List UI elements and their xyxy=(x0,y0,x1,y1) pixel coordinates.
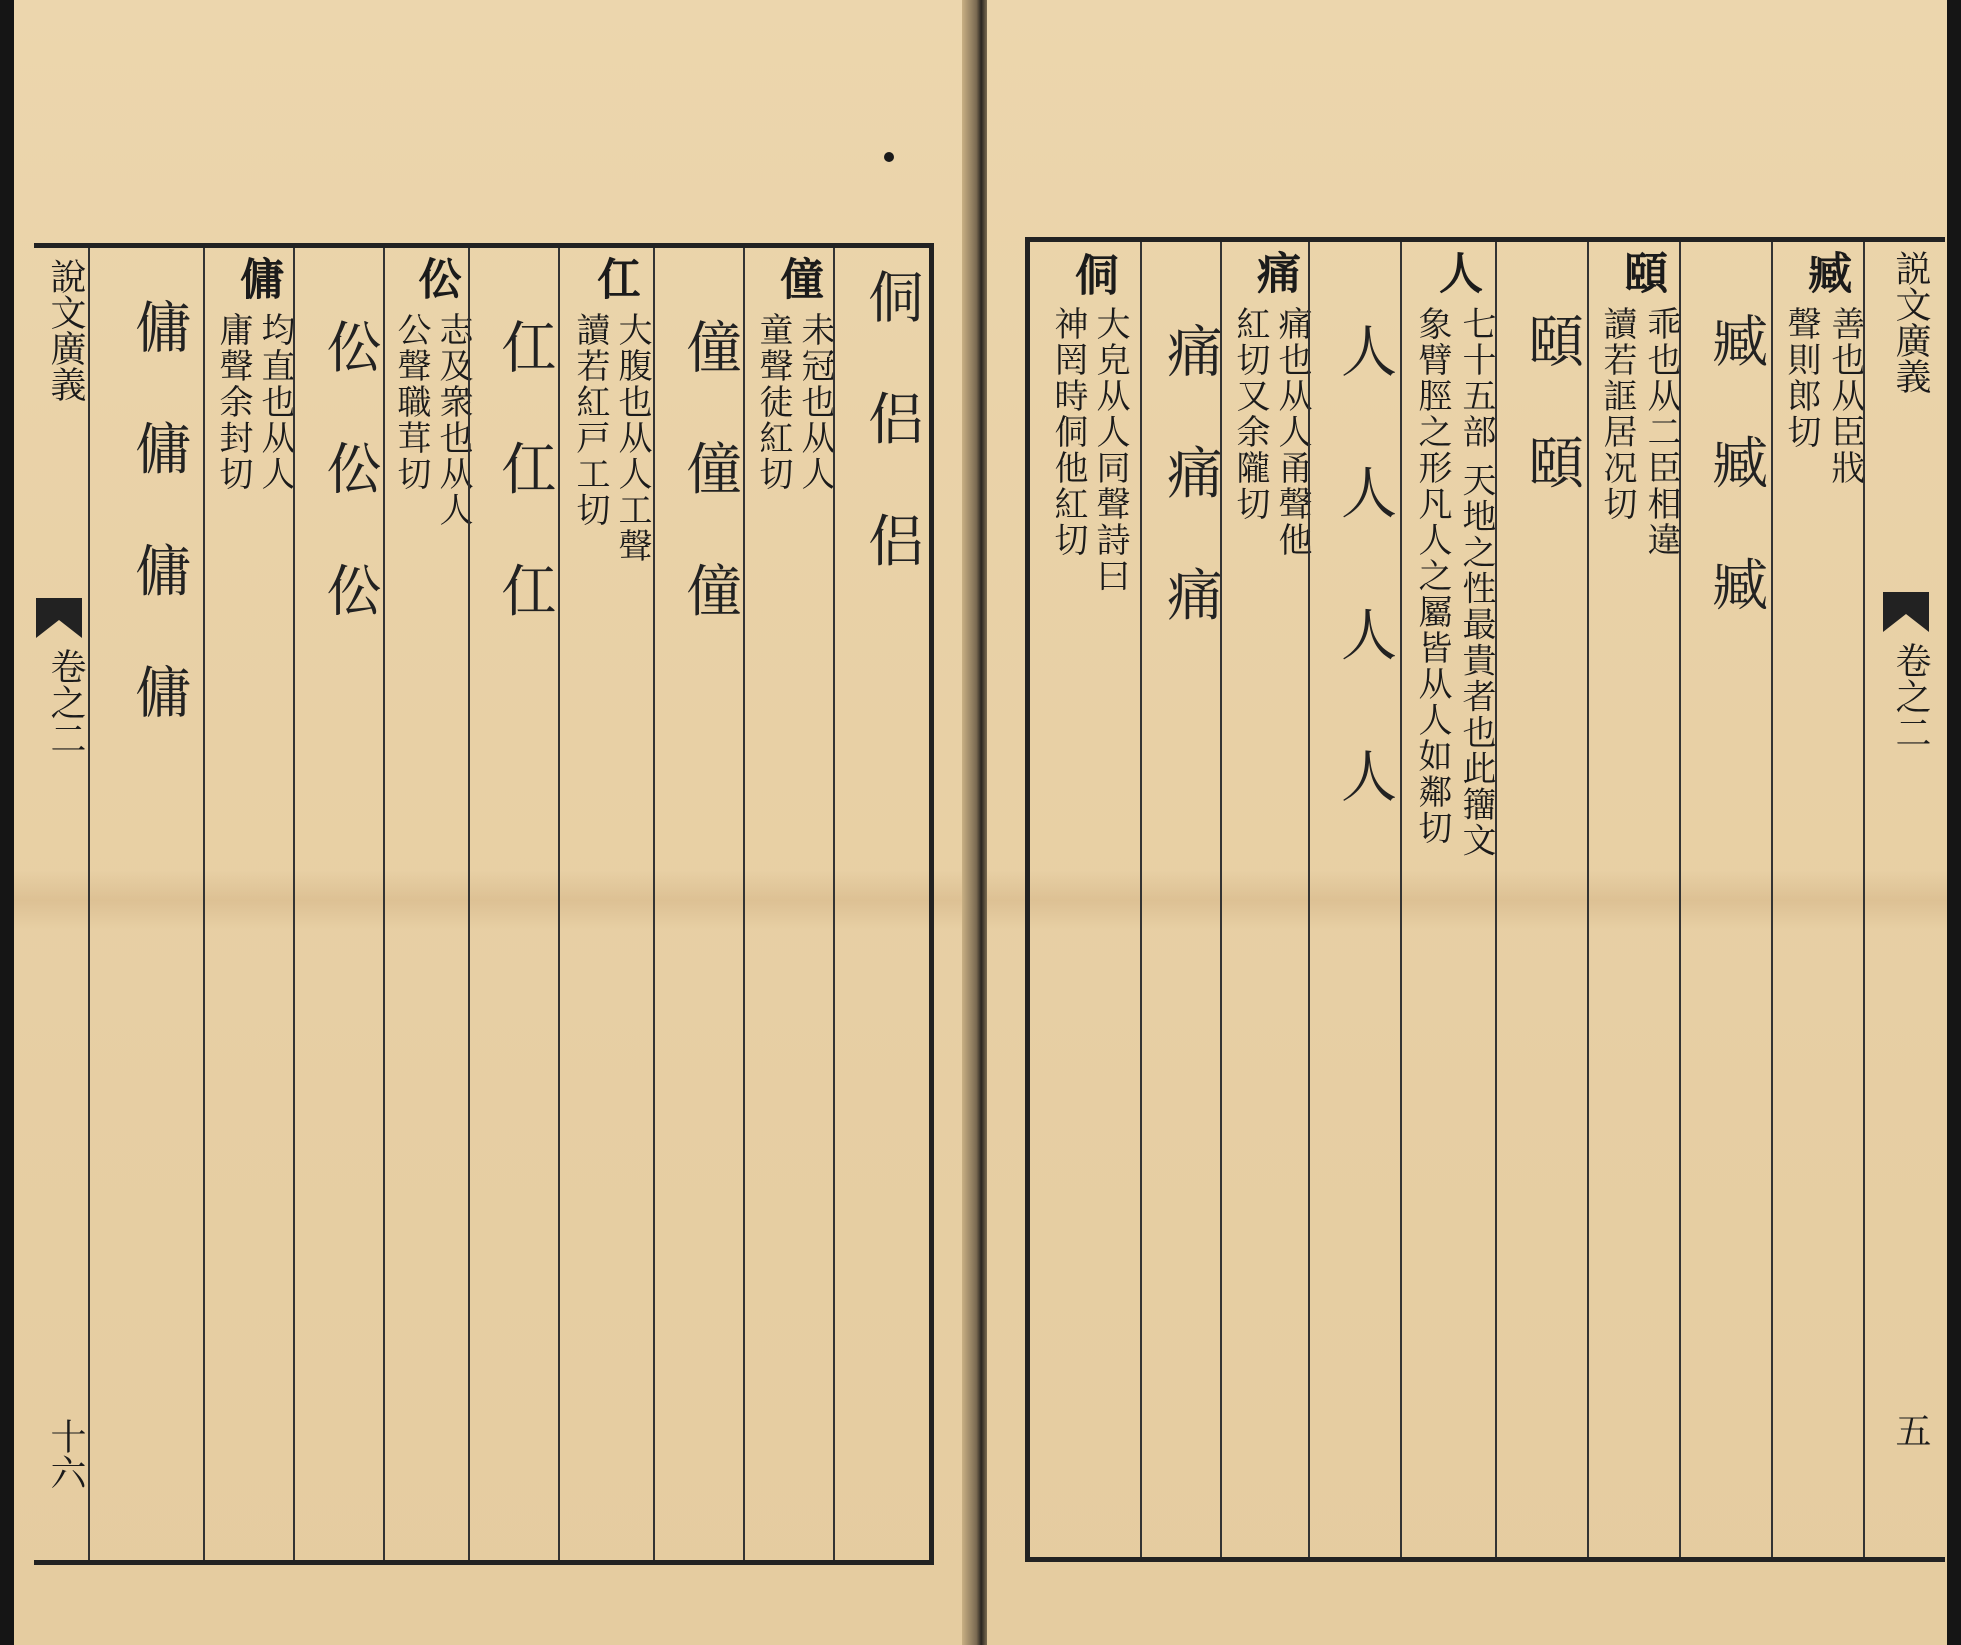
entry-note-1: 均直也从人 xyxy=(255,312,295,492)
entry-note-1: 志及衆也从人 xyxy=(433,312,473,528)
entry-note-2: 庸聲余封切 xyxy=(213,312,253,492)
entry-note-1: 乖也从二臣相違 xyxy=(1641,306,1681,558)
entry-head: 人 xyxy=(1431,250,1482,294)
fishtail-mark xyxy=(36,598,82,638)
entry-note-2: 童聲徒紅切 xyxy=(753,312,793,492)
seal-forms: 痛 痛 痛 xyxy=(1158,322,1223,646)
column-entry-ren xyxy=(1400,242,1495,1557)
column-seal-ren xyxy=(1308,242,1400,1557)
right-page-frame xyxy=(1025,237,1945,1562)
seal-forms: 伀 伀 伀 xyxy=(317,318,382,642)
column-3-entry xyxy=(558,248,653,1560)
entry-head: 頤 xyxy=(1616,250,1667,294)
banxin-title: 說文廣義 xyxy=(45,258,86,402)
column-entry-tong xyxy=(1220,242,1312,1557)
seal-forms: 侗 侣 侣 xyxy=(859,268,924,592)
column-seal-tong xyxy=(1140,242,1223,1557)
column-entry-dong xyxy=(1030,242,1140,1557)
entry-head: 仜 xyxy=(589,256,640,300)
entry-note-1: 大腹也从人工聲 xyxy=(612,312,652,564)
entry-head: 侗 xyxy=(1067,252,1118,296)
book-edge-right xyxy=(1945,0,1961,1645)
entry-head: 僮 xyxy=(772,256,823,300)
entry-note-1: 未冠也从人 xyxy=(795,312,835,492)
entry-note-2: 聲則郎切 xyxy=(1781,306,1821,450)
banxin-volume: 卷之二 xyxy=(1890,642,1931,750)
right-page xyxy=(987,0,1947,1645)
column-5-entry xyxy=(203,248,293,1560)
column-2-entry xyxy=(743,248,833,1560)
seal-forms: 僮 僮 僮 xyxy=(677,318,742,642)
column-3 xyxy=(468,248,558,1560)
entry-note-2: 神罔時侗他紅切 xyxy=(1048,306,1088,558)
entry-note-2: 公聲職茸切 xyxy=(391,312,431,492)
column-4 xyxy=(293,248,383,1560)
seal-forms: 人 人 人 人 xyxy=(1332,322,1397,838)
right-banxin xyxy=(1863,242,1945,1557)
seal-forms: 仜 仜 仜 xyxy=(492,318,557,642)
entry-note-1: 七十五部 天地之性最貴者也此籒文 xyxy=(1456,306,1496,859)
entry-head: 伀 xyxy=(410,256,461,300)
entry-note-1: 痛也从人甬聲他 xyxy=(1272,306,1312,558)
seal-forms: 傭 傭 傭 傭 xyxy=(126,298,191,744)
column-seal-zang xyxy=(1679,242,1771,1557)
entry-note-2: 讀若紅戸工切 xyxy=(570,312,610,528)
column-entry-yi xyxy=(1587,242,1679,1557)
ink-dot xyxy=(884,152,894,162)
entry-note-2: 紅切又余隴切 xyxy=(1230,306,1270,522)
left-banxin xyxy=(34,248,88,1560)
entry-note-2: 讀若誆居况切 xyxy=(1597,306,1637,522)
entry-head: 臧 xyxy=(1800,250,1851,294)
entry-note-2: 象臂脛之形凡人之屬皆从人如鄰切 xyxy=(1412,306,1452,846)
entry-note-1: 善也从臣戕 xyxy=(1825,306,1865,486)
entry-head: 痛 xyxy=(1249,250,1300,294)
left-page xyxy=(14,0,969,1645)
banxin-page-number: 十六 xyxy=(45,1418,86,1490)
banxin-volume: 卷之二 xyxy=(45,648,86,756)
column-seal-yi xyxy=(1495,242,1587,1557)
left-page-frame xyxy=(34,243,934,1565)
column-1 xyxy=(833,248,929,1560)
seal-forms: 臧 臧 臧 xyxy=(1703,312,1768,636)
column-4-entry xyxy=(383,248,473,1560)
seal-forms: 頤 頤 xyxy=(1519,312,1584,514)
fishtail-mark xyxy=(1883,592,1929,632)
column-5 xyxy=(88,248,203,1560)
column-2 xyxy=(653,248,743,1560)
column-entry-zang xyxy=(1771,242,1863,1557)
entry-note-1: 大皃从人同聲詩曰 xyxy=(1090,306,1130,594)
banxin-page-number: 五 xyxy=(1890,1412,1931,1448)
entry-head: 傭 xyxy=(232,256,283,300)
banxin-title: 説文廣義 xyxy=(1890,250,1931,394)
